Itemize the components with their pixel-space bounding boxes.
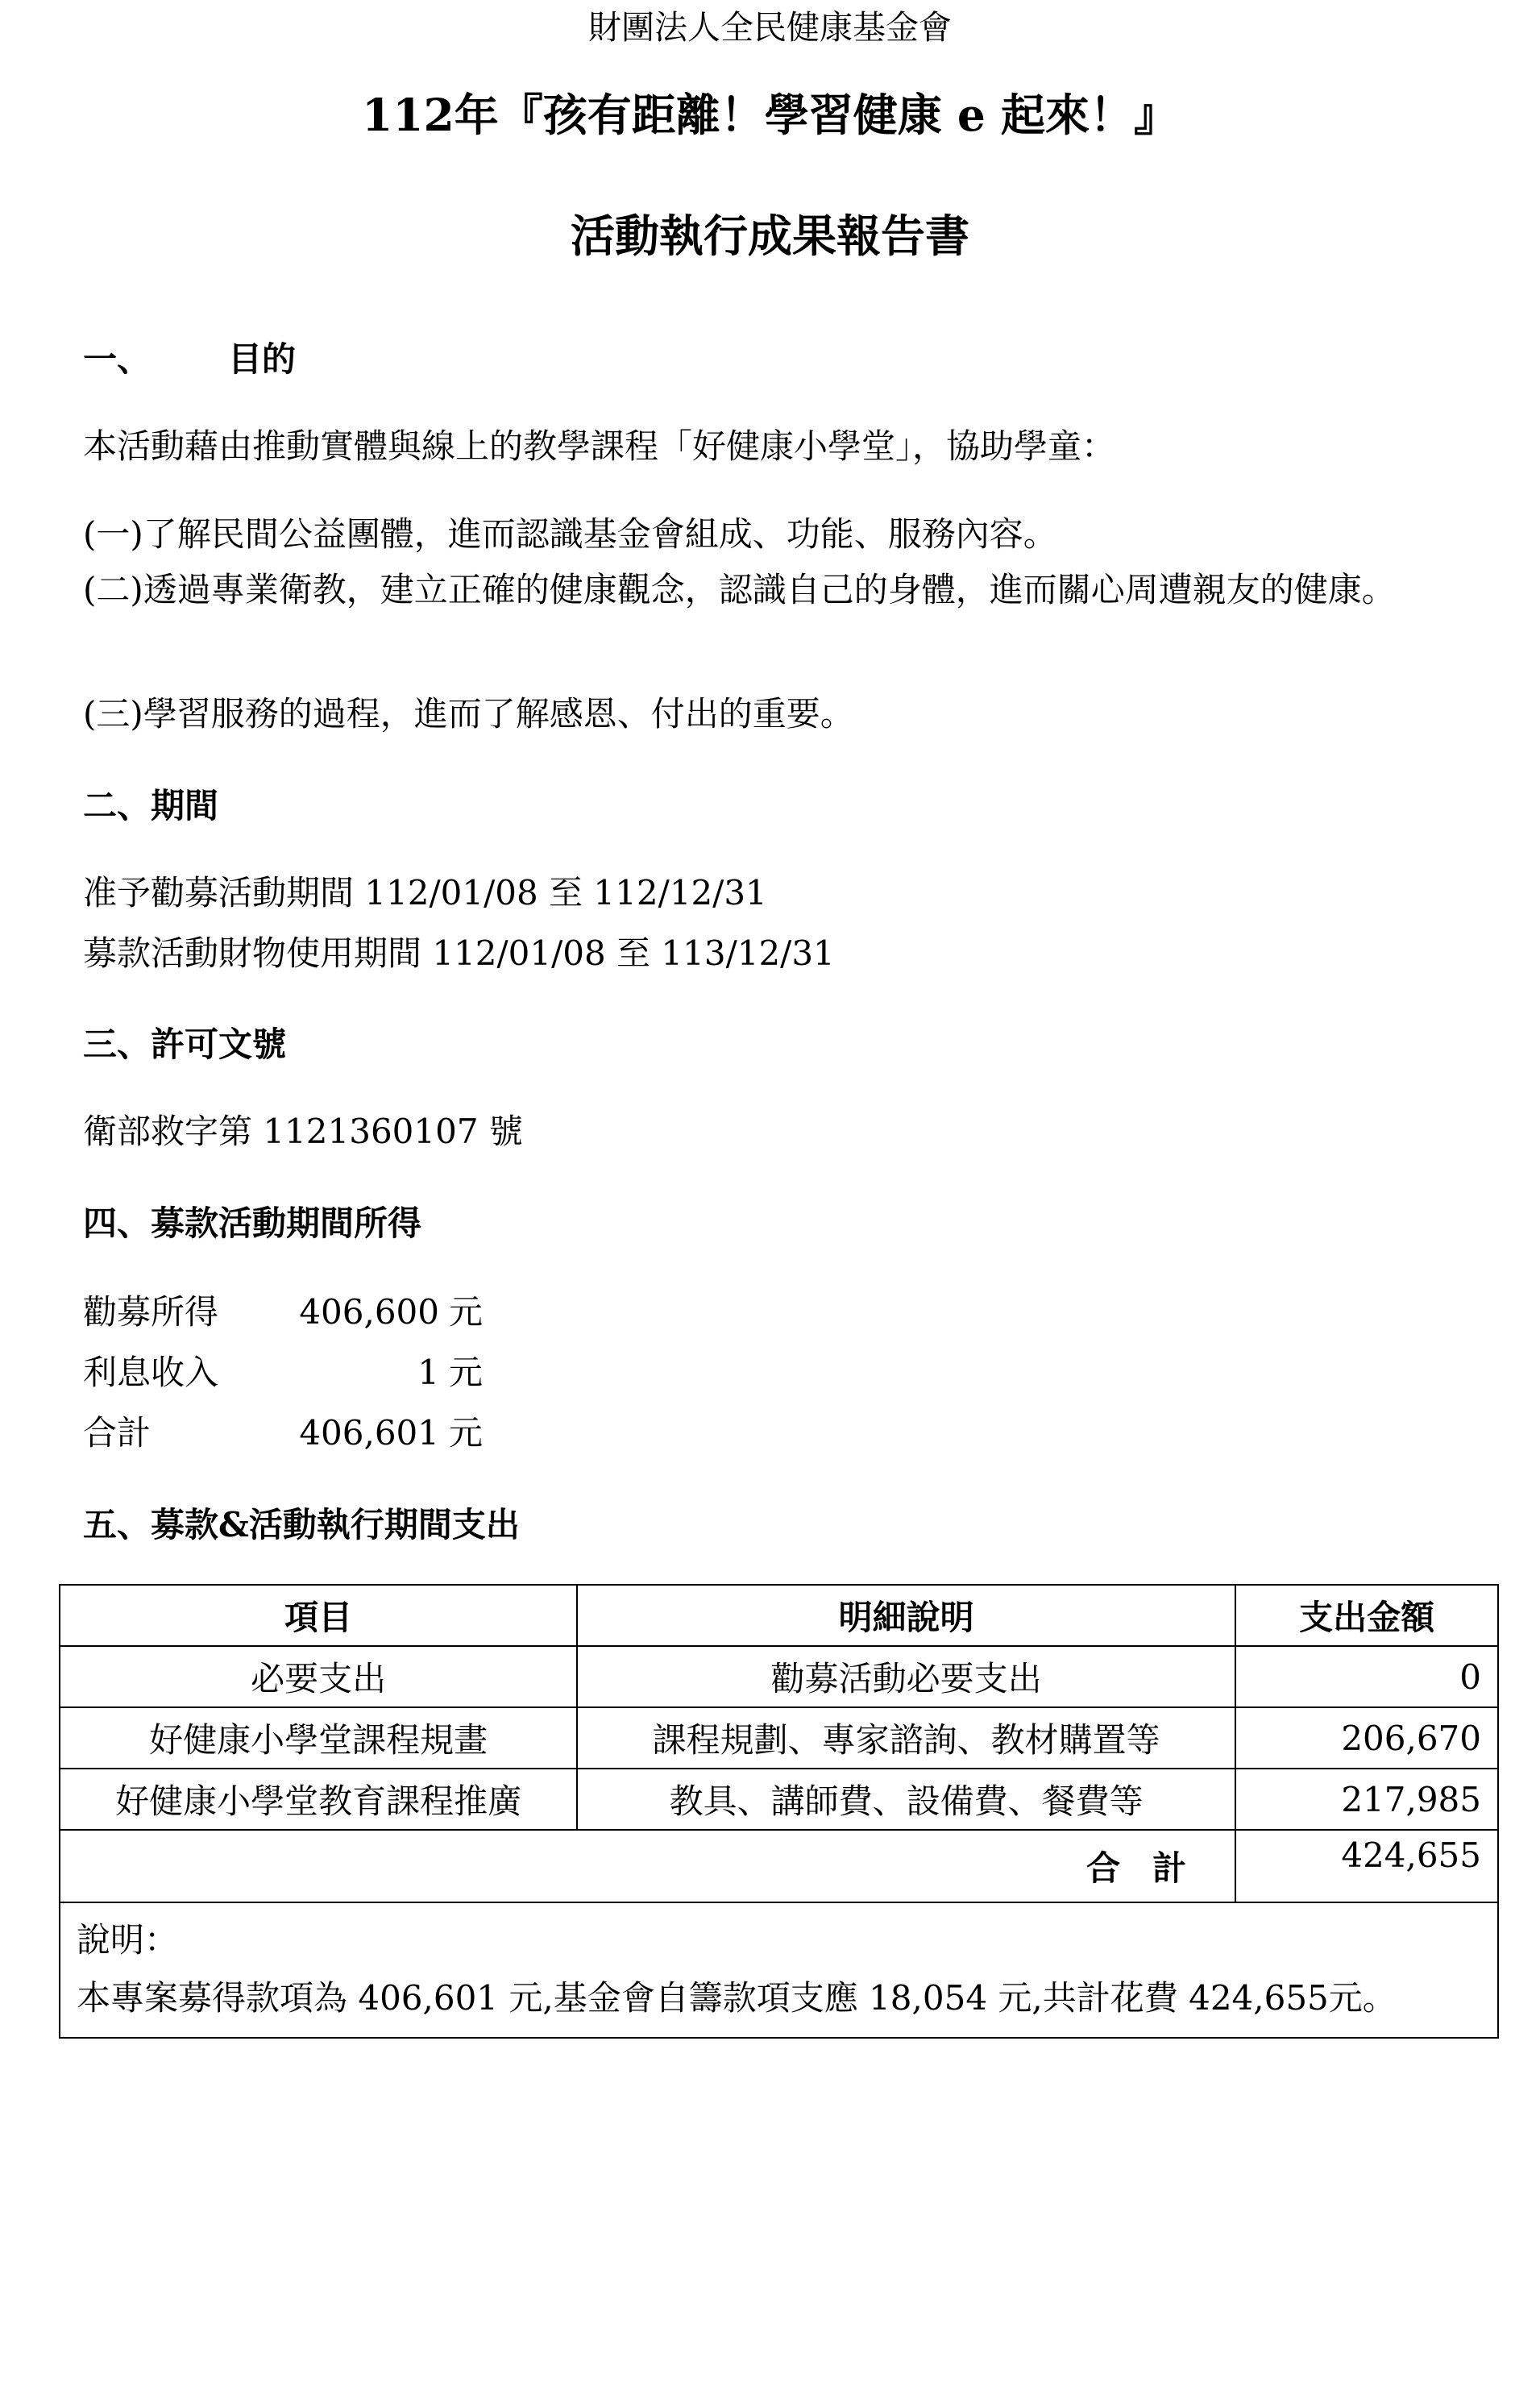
table-total-row (60, 1830, 1498, 1902)
table-note-row (60, 1902, 1498, 2038)
purpose-item-3: (三)學習服務的過程，進而了解感恩、付出的重要。 (83, 694, 854, 734)
permit-number: 衛部救字第 1121360107 號 (83, 1112, 523, 1151)
section-title: 目的 (228, 339, 297, 379)
cell-detail: 勸募活動必要支出 (577, 1646, 1235, 1707)
cell-item: 好健康小學堂課程規畫 (60, 1707, 577, 1769)
interest-row (83, 1350, 483, 1395)
organization-name: 財團法人全民健康基金會 (588, 8, 952, 47)
interest-value: 1 (417, 1353, 439, 1392)
column-header-amount: 支出金額 (1235, 1585, 1498, 1646)
column-header-detail: 明細說明 (577, 1585, 1235, 1646)
expense-table (59, 1584, 1499, 2039)
section-heading-permit: 三、許可文號 (83, 1025, 287, 1064)
income-total-value: 406,601 (299, 1413, 439, 1453)
income-value: 406,600 (299, 1292, 439, 1332)
interest-label: 利息收入 (83, 1353, 219, 1392)
section-heading-period: 二、期間 (83, 786, 219, 825)
income-row (83, 1290, 483, 1335)
income-total-label: 合計 (83, 1413, 152, 1453)
purpose-item-1: (一)了解民間公益團體，進而認識基金會組成、功能、服務內容。 (83, 514, 1057, 554)
cell-amount: 0 (1235, 1646, 1498, 1707)
table-row (60, 1646, 1498, 1707)
cell-detail: 課程規劃、專家諮詢、教材購置等 (577, 1707, 1235, 1769)
total-label: 合計 (60, 1830, 1235, 1902)
solicitation-period: 准予勸募活動期間 112/01/08 至 112/12/31 (83, 873, 767, 912)
income-unit: 元 (449, 1292, 484, 1332)
interest-unit: 元 (449, 1353, 484, 1392)
income-total-unit: 元 (449, 1413, 484, 1453)
cell-amount: 217,985 (1235, 1769, 1498, 1830)
cell-item: 好健康小學堂教育課程推廣 (60, 1769, 577, 1830)
section-heading-purpose (83, 337, 296, 382)
purpose-item-2: (二)透過專業衛教，建立正確的健康觀念，認識自己的身體，進而關心周遭親友的健康。 (83, 570, 1396, 609)
section-number: 一、 (83, 339, 152, 379)
cell-item: 必要支出 (60, 1646, 577, 1707)
section-heading-expenses: 五、募款&活動執行期間支出 (83, 1505, 520, 1544)
report-subtitle: 活動執行成果報告書 (570, 210, 969, 262)
purpose-intro: 本活動藉由推動實體與線上的教學課程「好健康小學堂」，協助學童： (83, 426, 1116, 466)
table-header-row (60, 1585, 1498, 1646)
income-total-row (83, 1411, 483, 1456)
note-cell (60, 1902, 1498, 2038)
note-text: 本專案募得款項為 406,601 元,基金會自籌款項支應 18,054 元,共計花費 424,655元。 (77, 1978, 1397, 2018)
table-row (60, 1769, 1498, 1830)
table-row (60, 1707, 1498, 1769)
note-label: 說明： (77, 1920, 179, 1960)
report-title: 112年『孩有距離！學習健康 e 起來！』 (361, 89, 1179, 141)
cell-detail: 教具、講師費、設備費、餐費等 (577, 1769, 1235, 1830)
usage-period: 募款活動財物使用期間 112/01/08 至 113/12/31 (83, 933, 835, 973)
total-value: 424,655 (1235, 1830, 1498, 1902)
section-heading-income: 四、募款活動期間所得 (83, 1203, 422, 1243)
column-header-item: 項目 (60, 1585, 577, 1646)
cell-amount: 206,670 (1235, 1707, 1498, 1769)
income-label: 勸募所得 (83, 1292, 219, 1332)
